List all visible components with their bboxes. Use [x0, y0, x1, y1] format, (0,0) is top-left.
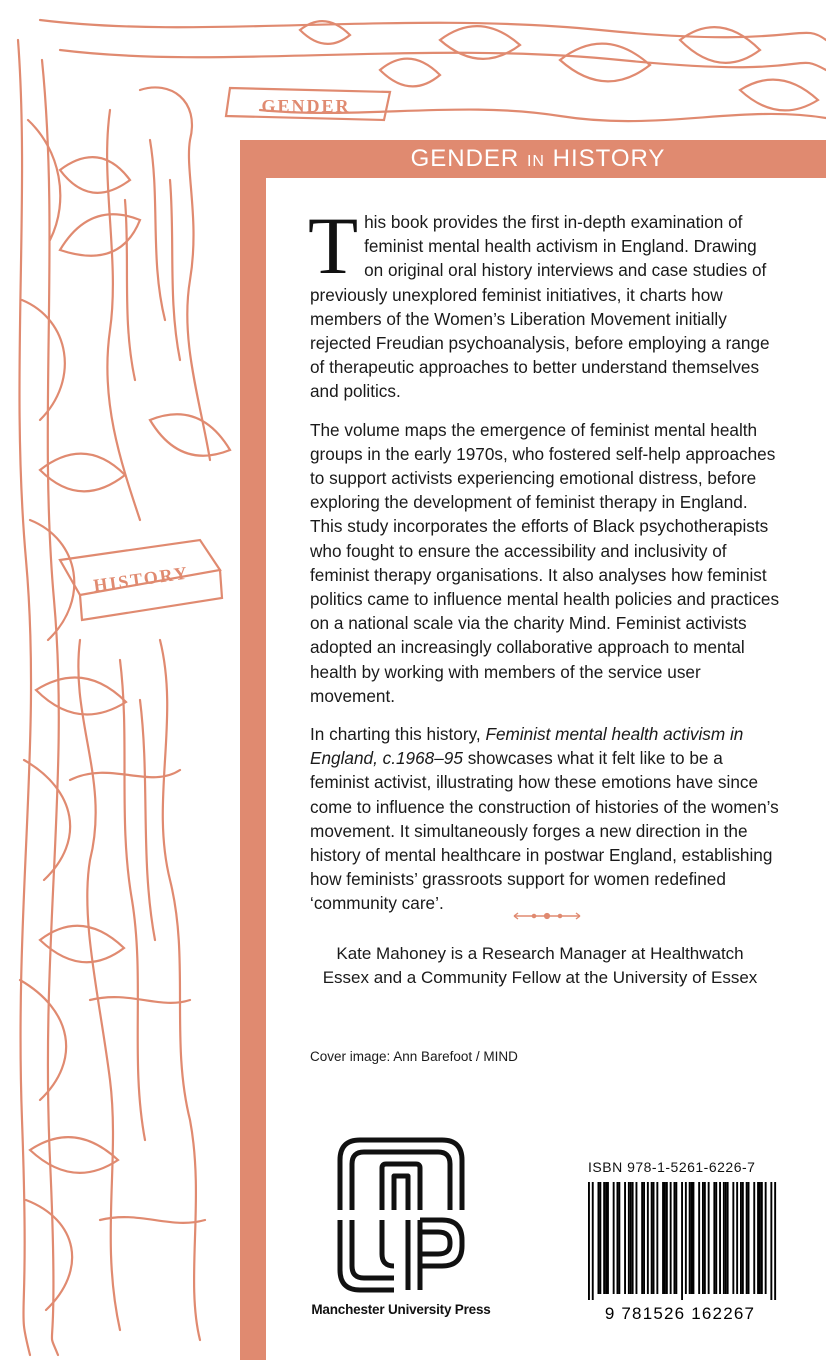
barcode-bar: [628, 1182, 630, 1294]
barcode-bar: [647, 1182, 649, 1294]
cover-credit: Cover image: Ann Barefoot / MIND: [310, 1049, 518, 1064]
author-bio-line-1: Kate Mahoney is a Research Manager at Healthwatch: [336, 944, 744, 963]
barcode-bar: [736, 1182, 738, 1294]
blurb: [308, 200, 780, 930]
book-title: Feminist mental health activism in England, c.1968–95: [310, 724, 744, 769]
isbn-label: ISBN 978-1-5261-6226-7: [588, 1159, 756, 1175]
barcode-bar: [613, 1182, 615, 1294]
barcode-bar: [598, 1182, 600, 1294]
barcode-bar: [757, 1182, 759, 1294]
barcode-bar: [765, 1182, 767, 1294]
barcode-bar: [674, 1182, 676, 1294]
series-title-word3: HISTORY: [552, 145, 666, 172]
isbn-barcode: [580, 1178, 780, 1323]
barcode-bar: [664, 1182, 666, 1294]
barcode-bar: [759, 1182, 761, 1294]
barcode-bar: [630, 1182, 632, 1294]
barcode-bar: [617, 1182, 619, 1294]
barcode-bar: [681, 1182, 683, 1300]
barcode-digits: 9 781526 162267: [604, 1304, 756, 1323]
barcode-bar: [662, 1182, 664, 1294]
barcode-bar: [746, 1182, 748, 1294]
barcode-bar: [693, 1182, 695, 1294]
publisher-name: Manchester University Press: [311, 1302, 491, 1317]
barcode-bar: [588, 1182, 590, 1300]
banner-gender-label: GENDER: [261, 96, 351, 116]
barcode-bar: [656, 1182, 658, 1294]
barcode-bar: [643, 1182, 645, 1294]
blurb-paragraph-2: The volume maps the emergence of feminist mental health groups in the early 1970s, who fostered self-help approaches to support activists experiencing emotional distress, before exploring the development of feminist therapy in England. This study incorporates the efforts of Black psychotherapists who fought to ensure the accessibility and inclusivity of feminist therapy organisations. It also analyses how feminist politics came to influence mental health policies and practices on a national scale via the charity Mind. Feminist activists adopted an increasingly collaborative approach to mental health by working with members of the service user movement.: [310, 419, 780, 706]
barcode-bar: [675, 1182, 677, 1294]
barcode-bar: [666, 1182, 668, 1294]
barcode-bar: [704, 1182, 706, 1294]
barcode-bar: [740, 1182, 742, 1294]
blurb-paragraph-1: [308, 200, 780, 404]
barcode-bar: [761, 1182, 763, 1294]
barcode-bar: [748, 1182, 750, 1294]
barcode-bar: [770, 1182, 772, 1300]
blurb-paragraph-3-lead: In charting this history,: [310, 724, 486, 745]
barcode-bar: [742, 1182, 744, 1294]
barcode-bar: [636, 1182, 638, 1294]
barcode-bar: [715, 1182, 717, 1294]
barcode-bar: [689, 1182, 691, 1294]
series-title: [411, 145, 666, 173]
barcode-bar: [605, 1182, 607, 1294]
author-bio: [290, 942, 790, 990]
publisher-block: [298, 1130, 504, 1330]
banner-history-label: HISTORY: [92, 562, 191, 596]
barcode-bar: [603, 1182, 605, 1294]
barcode-bar: [670, 1182, 672, 1294]
barcode-bar: [607, 1182, 609, 1294]
barcode-bar: [702, 1182, 704, 1294]
barcode-bar: [641, 1182, 643, 1294]
publisher-logo-icon: [334, 1134, 468, 1296]
barcode-bar: [713, 1182, 715, 1294]
series-title-word1: GENDER: [410, 145, 520, 172]
barcode-bar: [723, 1182, 725, 1294]
blurb-paragraph-3: [310, 722, 780, 916]
barcode-bar: [653, 1182, 655, 1294]
barcode-bar: [727, 1182, 729, 1294]
barcode-bar: [632, 1182, 634, 1294]
barcode-bar: [691, 1182, 693, 1294]
series-title-word2: IN: [526, 153, 545, 170]
drop-cap: T: [308, 200, 359, 291]
barcode-bar: [708, 1182, 710, 1294]
barcode-bar: [719, 1182, 721, 1294]
series-banner: [266, 140, 826, 178]
barcode-bar: [732, 1182, 734, 1294]
barcode-bar: [753, 1182, 755, 1294]
barcode-bar: [698, 1182, 700, 1294]
barcode-bar: [592, 1182, 594, 1300]
barcode-bar: [651, 1182, 653, 1294]
ornament-divider: [510, 910, 584, 922]
barcode-bar: [618, 1182, 620, 1294]
barcode-bar: [624, 1182, 626, 1294]
barcode-bar: [685, 1182, 687, 1294]
barcode-bar: [774, 1182, 776, 1300]
blurb-paragraph-3-text: showcases what it felt like to be a feminist activist, illustrating how these emotions have since come to influence the construction of histories of the women’s movement. It simultaneously forges a new direction in the history of mental healthcare in postwar England, establishing how feminists’ grassroots support for women redefined ‘community care’.: [310, 748, 779, 914]
blurb-paragraph-1-text: his book provides the first in-depth examination of feminist mental health activism in England. Drawing on original oral history interviews and case studies of previously unexplored feminist initiatives, it charts how members of the Women’s Liberation Movement initially rejected Freudian psychoanalysis, before employing a range of therapeutic approaches to better understand themselves and politics.: [310, 212, 770, 402]
barcode-bar: [725, 1182, 727, 1294]
author-bio-line-2: Essex and a Community Fellow at the University of Essex: [322, 968, 758, 987]
barcode-bar: [599, 1182, 601, 1294]
